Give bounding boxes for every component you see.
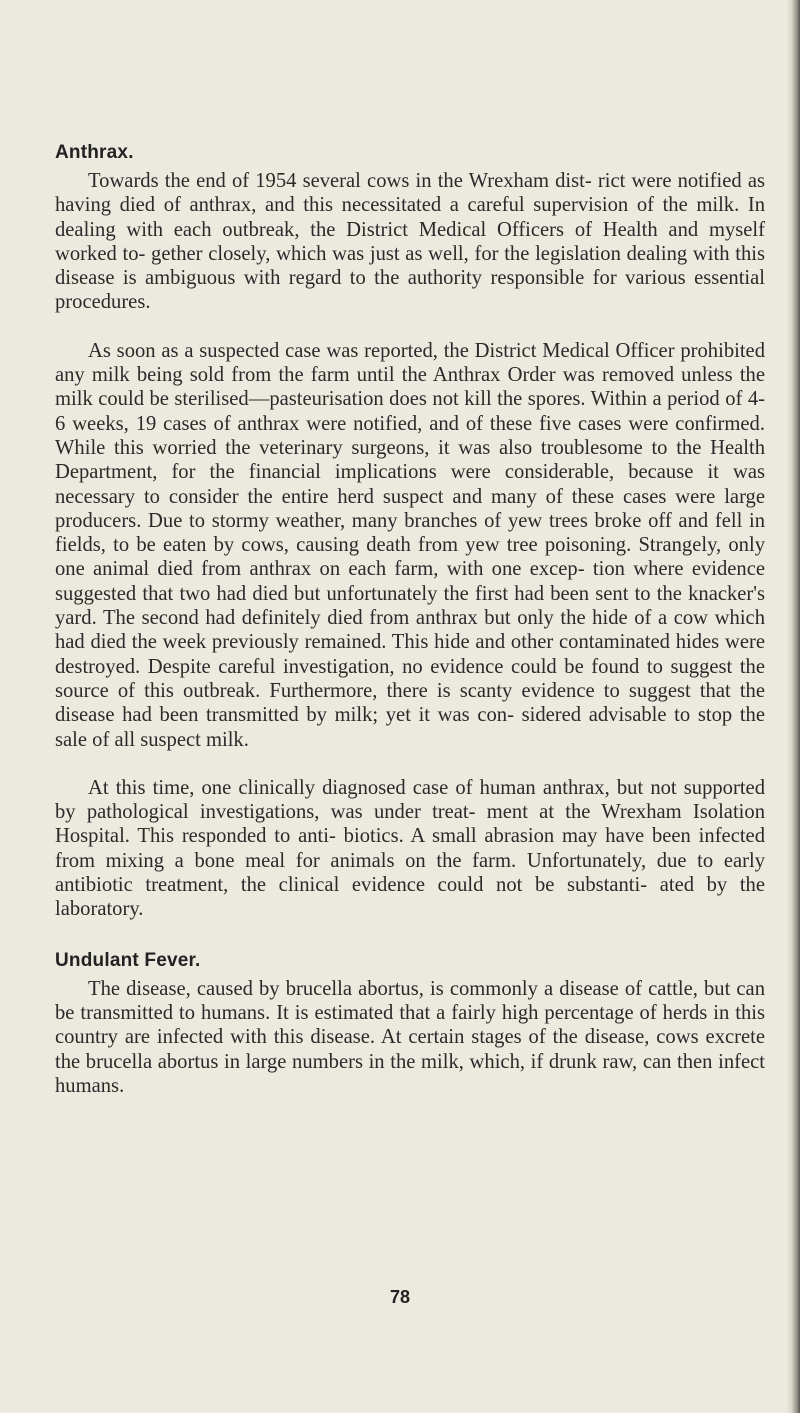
paragraph: At this time, one clinically diagnosed case of human anthrax, but not supported by pathological investigations, was under treat- ment at the Wrexham Isolation Hospital. This responded to anti- biotics. A small abrasion may have been infected from mixing a bone meal for animals on the farm. Unfortunately, due to early antibiotic treatment, the clinical evidence could not be substanti- ated by the laboratory. xyxy=(55,776,765,921)
paragraph: Towards the end of 1954 several cows in the Wrexham dist- rict were notified as having died of anthrax, and this necessitated a careful supervision of the milk. In dealing with each outbreak, the District Medical Officers of Health and myself worked to- gether closely, which was just as well, for the legislation dealing with this disease is ambiguous with regard to the authority responsible for various essential procedures. xyxy=(55,170,765,314)
paragraph: As soon as a suspected case was reported, the District Medical Officer prohibited any milk being sold from the farm until the Anthrax Order was removed unless the milk could be sterilised—pasteurisation does not kill the spores. Within a period of 4-6 weeks, 19 cases of anthrax were notified, and of these five cases were confirmed. While this worried the veterinary surgeons, it was also troublesome to the Health Department, for the financial implications were considerable, because it was necessary to consider the entire herd suspect and many of these cases were large producers. Due to stormy weather, many branches of yew trees broke off and fell in fields, to be eaten by cows, causing death from yew tree poisoning. Strangely, only one animal died from anthrax on each farm, with one excep- tion where evidence suggested that two had died but unfortunately the first had been sent to the knacker's yard. The second had definitely died from anthrax but only the hide of a cow which had died the week previously remained. This hide and other contaminated hides were destroyed. Despite careful investigation, no evidence could be found to suggest the source of this outbreak. Furthermore, there is scanty evidence to suggest that the disease had been transmitted by milk; yet it was con- sidered advisable to stop the sale of all suspect milk. xyxy=(55,339,765,751)
section-heading-undulant-fever: Undulant Fever. xyxy=(55,949,201,971)
document-page xyxy=(55,142,765,1098)
section-anthrax xyxy=(55,142,765,922)
section-undulant-fever xyxy=(55,950,765,1098)
page-number: 78 xyxy=(389,1287,411,1307)
page-edge-shadow xyxy=(786,0,800,1413)
paragraph: The disease, caused by brucella abortus, is commonly a disease of cattle, but can be transmitted to humans. It is estimated that a fairly high percentage of herds in this country are infected with this disease. At certain stages of the disease, cows excrete the brucella abortus in large numbers in the milk, which, if drunk raw, can then infect humans. xyxy=(55,977,765,1097)
section-heading-anthrax: Anthrax. xyxy=(55,142,134,163)
